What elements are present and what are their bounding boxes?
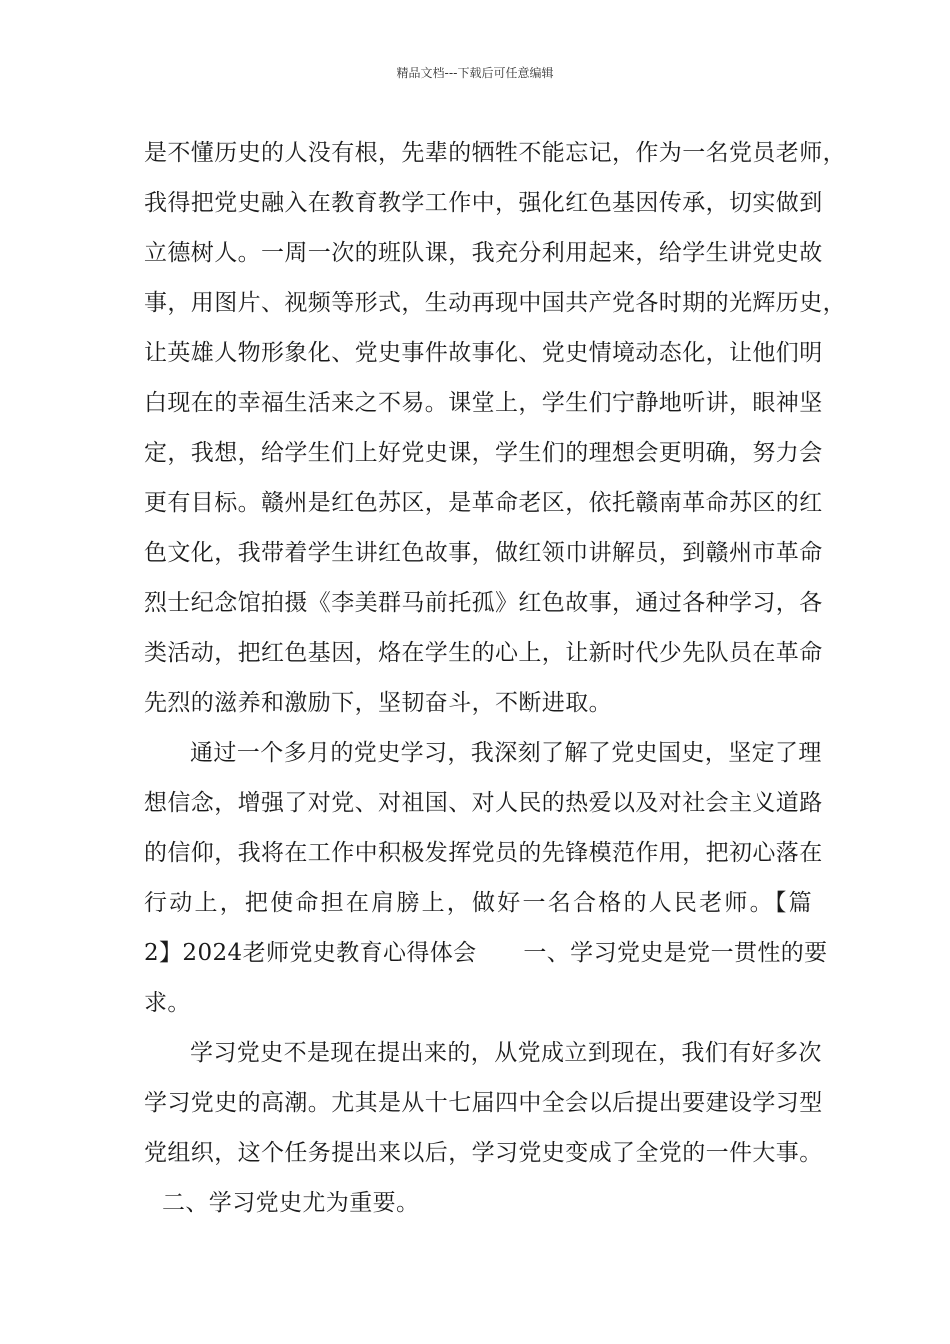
text-line: 事，用图片、视频等形式，生动再现中国共产党各时期的光辉历史， (144, 290, 846, 316)
text-line: 想信念，增强了对党、对祖国、对人民的热爱以及对社会主义道路 (144, 790, 823, 816)
text-line: 立德树人。一周一次的班队课，我充分利用起来，给学生讲党史故 (144, 240, 823, 266)
paragraph-1 (144, 128, 846, 728)
paragraph-2 (144, 728, 828, 1028)
text-line: 党组织，这个任务提出来以后，学习党史变成了全党的一件大事。 (144, 1140, 823, 1166)
text-line: 学习党史不是现在提出来的，从党成立到现在，我们有好多次 (190, 1040, 822, 1066)
paragraph-3 (144, 1028, 823, 1178)
text-line: 让英雄人物形象化、党史事件故事化、党史情境动态化，让他们明 (144, 340, 823, 366)
text-line: 二、学习党史尤为重要。 (162, 1190, 420, 1216)
text-line: 烈士纪念馆拍摄《李美群马前托孤》红色故事，通过各种学习，各 (144, 590, 823, 616)
document-body (144, 128, 846, 1228)
text-line: 更有目标。赣州是红色苏区，是革命老区，依托赣南革命苏区的红 (144, 490, 823, 516)
page-header: 精品文档---下载后可任意编辑 (396, 66, 554, 80)
text-line: 定，我想，给学生们上好党史课，学生们的理想会更明确，努力会 (144, 440, 823, 466)
text-line: 类活动，把红色基因，烙在学生的心上，让新时代少先队员在革命 (144, 640, 823, 666)
text-line: 先烈的滋养和激励下，坚韧奋斗，不断进取。 (144, 690, 612, 716)
text-line: 学习党史的高潮。尤其是从十七届四中全会以后提出要建设学习型 (144, 1090, 823, 1116)
text-line: 白现在的幸福生活来之不易。课堂上，学生们宁静地听讲，眼神坚 (144, 390, 823, 416)
text-line: 是不懂历史的人没有根，先辈的牺牲不能忘记，作为一名党员老师， (144, 140, 846, 166)
text-line: 求。 (144, 990, 191, 1016)
paragraph-4 (144, 1178, 812, 1228)
text-line: 我得把党史融入在教育教学工作中，强化红色基因传承，切实做到 (144, 190, 823, 216)
text-line: 色文化，我带着学生讲红色故事，做红领巾讲解员，到赣州市革命 (144, 540, 823, 566)
text-line: 的信仰，我将在工作中积极发挥党员的先锋模范作用，把初心落在 (144, 840, 823, 866)
text-line: 行动上，把使命担在肩膀上，做好一名合格的人民老师。【篇 (144, 890, 812, 916)
text-line: 通过一个多月的党史学习，我深刻了解了党史国史，坚定了理 (190, 740, 822, 766)
text-line: 2】2024老师党史教育心得体会 一、学习党史是党一贯性的要 (144, 940, 828, 966)
